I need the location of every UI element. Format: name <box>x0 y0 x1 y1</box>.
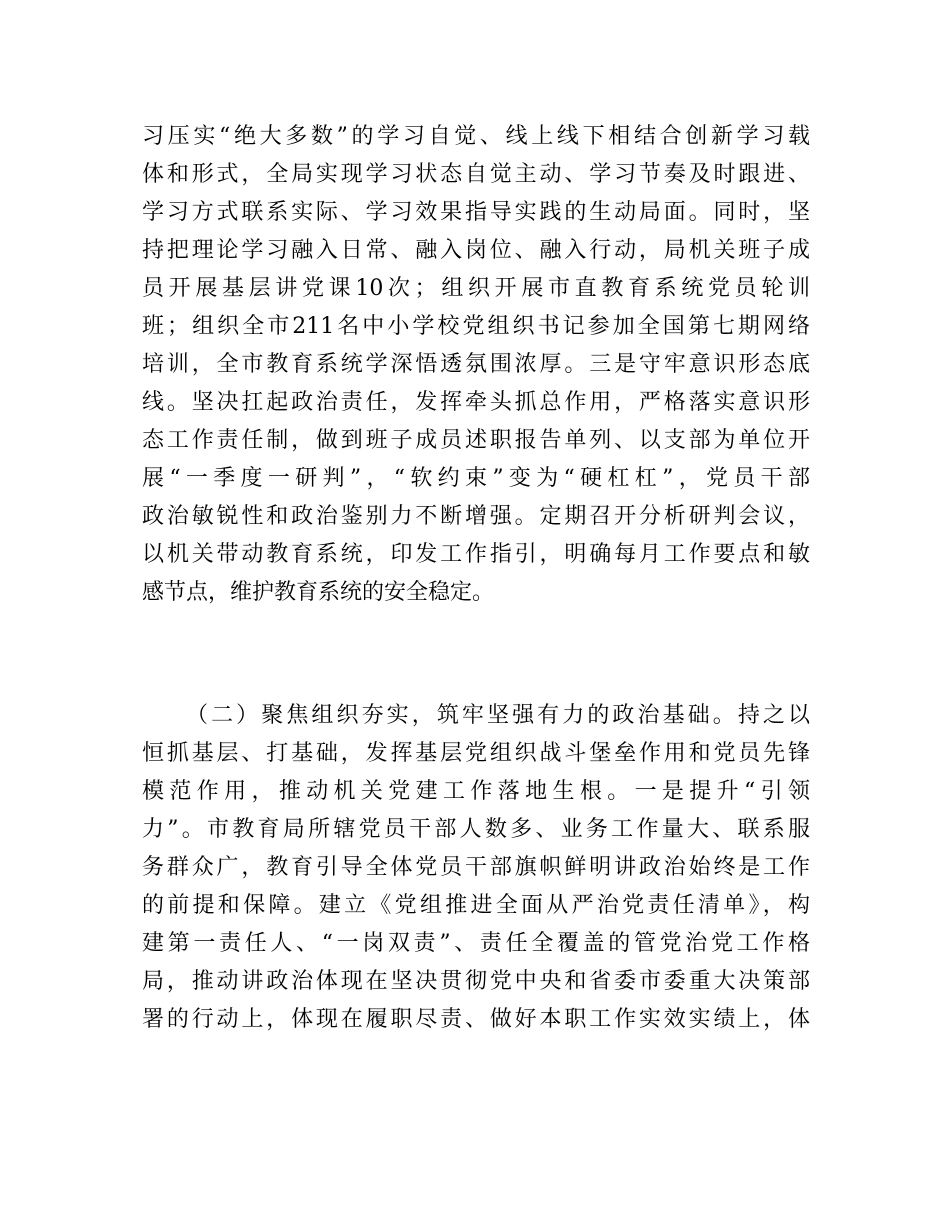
text-line: 习压实“绝大多数”的学习自觉、线上线下相结合创新学习载 <box>142 124 810 149</box>
text-line: 持把理论学习融入日常、融入岗位、融入行动，局机关班子成 <box>142 238 810 263</box>
text-line: 体和形式，全局实现学习状态自觉主动、学习节奏及时跟进、 <box>142 162 810 187</box>
text-line: 展“一季度一研判”，“软约束”变为“硬杠杠”，党员干部 <box>142 466 810 491</box>
text-line: 线。坚决扛起政治责任，发挥牵头抓总作用，严格落实意识形 <box>142 390 810 415</box>
text-line: 务群众广，教育引导全体党员干部旗帜鲜明讲政治始终是工作 <box>142 855 810 880</box>
text-line: 感节点，维护教育系统的安全稳定。 <box>142 580 495 605</box>
body-paragraph <box>142 118 810 612</box>
text-line: 学习方式联系实际、学习效果指导实践的生动局面。同时，坚 <box>142 200 810 225</box>
body-paragraph <box>142 697 810 1039</box>
text-line: 员开展基层讲党课10次；组织开展市直教育系统党员轮训 <box>142 276 810 301</box>
text-line: 态工作责任制，做到班子成员述职报告单列、以支部为单位开 <box>142 428 810 453</box>
text-line: 培训，全市教育系统学深悟透氛围浓厚。三是守牢意识形态底 <box>142 352 810 377</box>
text-line: 模范作用，推动机关党建工作落地生根。一是提升“引领 <box>142 779 810 804</box>
text-line: 班；组织全市211名中小学校党组织书记参加全国第七期网络 <box>142 314 810 339</box>
text-line: 局，推动讲政治体现在坚决贯彻党中央和省委市委重大决策部 <box>142 969 810 994</box>
text-line: 建第一责任人、“一岗双责”、责任全覆盖的管党治党工作格 <box>142 931 810 956</box>
text-line: 政治敏锐性和政治鉴别力不断增强。定期召开分析研判会议， <box>142 504 810 529</box>
text-line: 的前提和保障。建立《党组推进全面从严治党责任清单》，构 <box>142 893 810 918</box>
section-heading-line: （二）聚焦组织夯实，筑牢坚强有力的政治基础。持之以 <box>186 703 810 728</box>
text-line: 恒抓基层、打基础，发挥基层党组织战斗堡垒作用和党员先锋 <box>142 741 810 766</box>
text-line: 力”。市教育局所辖党员干部人数多、业务工作量大、联系服 <box>142 817 810 842</box>
text-line: 署的行动上，体现在履职尽责、做好本职工作实效实绩上，体 <box>142 1007 810 1032</box>
text-line: 以机关带动教育系统，印发工作指引，明确每月工作要点和敏 <box>142 542 810 567</box>
